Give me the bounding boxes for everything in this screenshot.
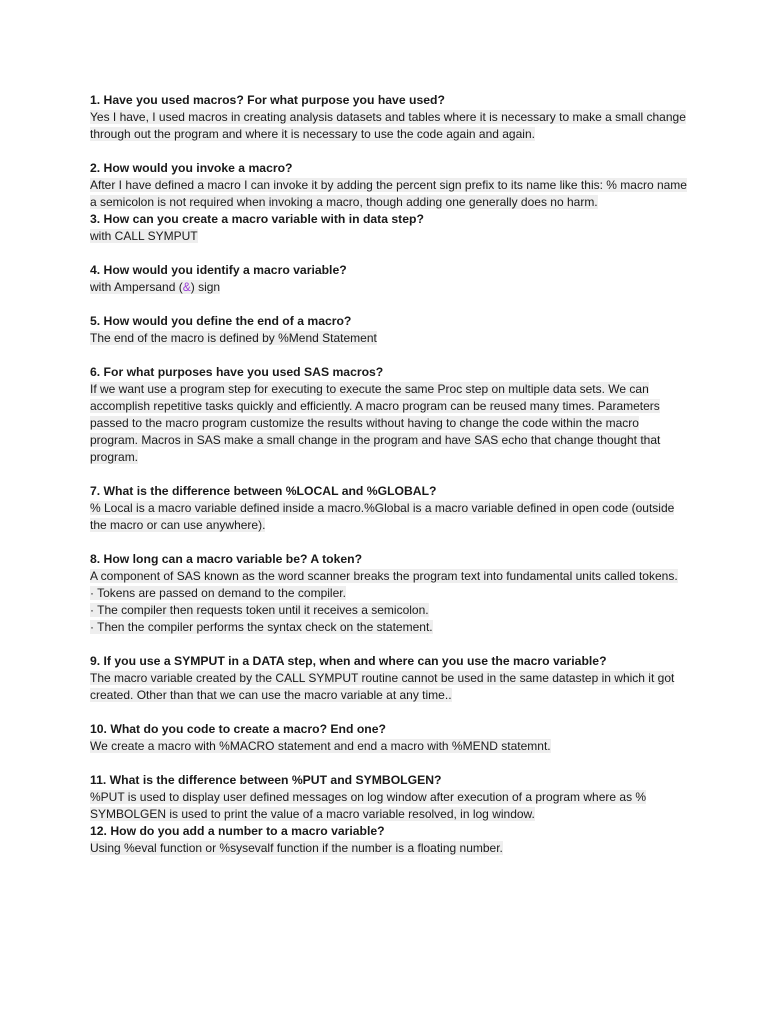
question: 7. What is the difference between %LOCAL and %GLOBAL? — [90, 484, 437, 498]
question: 3. How can you create a macro variable with in data step? — [90, 212, 424, 226]
answer: % Local is a macro variable defined inside a macro.%Global is a macro variable defined in open code (outside the macro or can use anywhere). — [90, 501, 675, 532]
answer: A component of SAS known as the word scanner breaks the program text into fundamental units called tokens. — [90, 569, 678, 583]
answer: Using %eval function or %sysevalf function if the number is a floating number. — [90, 841, 503, 855]
answer-suffix: ) sign — [190, 280, 221, 294]
qa-item-4 — [90, 262, 690, 296]
qa-item-8 — [90, 551, 690, 636]
answer — [90, 280, 220, 294]
answer: Yes I have, I used macros in creating analysis datasets and tables where it is necessary to make a small change through out the program and where it is necessary to use the code again and again. — [90, 110, 686, 141]
bullet-item: · Tokens are passed on demand to the compiler. — [90, 586, 346, 600]
qa-item-1 — [90, 92, 690, 143]
question: 5. How would you define the end of a macro? — [90, 314, 352, 328]
ampersand-symbol: & — [182, 280, 191, 294]
qa-item-6 — [90, 364, 690, 466]
qa-item-9 — [90, 653, 690, 704]
question: 6. For what purposes have you used SAS macros? — [90, 365, 384, 379]
question: 10. What do you code to create a macro? End one? — [90, 722, 386, 736]
answer: The end of the macro is defined by %Mend Statement — [90, 331, 377, 345]
qa-item-7 — [90, 483, 690, 534]
question: 2. How would you invoke a macro? — [90, 161, 293, 175]
answer: %PUT is used to display user defined messages on log window after execution of a program where as % SYMBOLGEN is used to print the value of a macro variable resolved, in log window. — [90, 790, 647, 821]
qa-item-5 — [90, 313, 690, 347]
qa-item-10 — [90, 721, 690, 755]
answer: We create a macro with %MACRO statement and end a macro with %MEND statemnt. — [90, 739, 551, 753]
answer: with CALL SYMPUT — [90, 229, 198, 243]
question: 12. How do you add a number to a macro variable? — [90, 824, 385, 838]
question: 8. How long can a macro variable be? A token? — [90, 552, 363, 566]
qa-item-12 — [90, 823, 690, 857]
question: 4. How would you identify a macro variable? — [90, 263, 347, 277]
answer: If we want use a program step for executing to execute the same Proc step on multiple data sets. We can accomplish repetitive tasks quickly and efficiently. A macro program can be reused many times. Parameters passed to the macro program customize the results without having to change the code within the macro program. Macros in SAS make a small change in the program and have SAS echo that change thought that program. — [90, 382, 661, 464]
answer: After I have defined a macro I can invoke it by adding the percent sign prefix to its name like this: % macro name a semicolon is not required when invoking a macro, though adding one generally does no harm. — [90, 178, 687, 209]
answer-prefix: with Ampersand ( — [90, 280, 183, 294]
qa-item-2 — [90, 160, 690, 211]
question: 9. If you use a SYMPUT in a DATA step, when and where can you use the macro variable? — [90, 654, 607, 668]
bullet-item: · Then the compiler performs the syntax check on the statement. — [90, 620, 433, 634]
bullet-item: · The compiler then requests token until it receives a semicolon. — [90, 603, 429, 617]
qa-item-3 — [90, 211, 690, 245]
document-page — [90, 92, 690, 857]
qa-item-11 — [90, 772, 690, 823]
question: 11. What is the difference between %PUT and SYMBOLGEN? — [90, 773, 442, 787]
question: 1. Have you used macros? For what purpose you have used? — [90, 93, 445, 107]
answer: The macro variable created by the CALL SYMPUT routine cannot be used in the same datastep in which it got created. Other than that we can use the macro variable at any time.. — [90, 671, 675, 702]
